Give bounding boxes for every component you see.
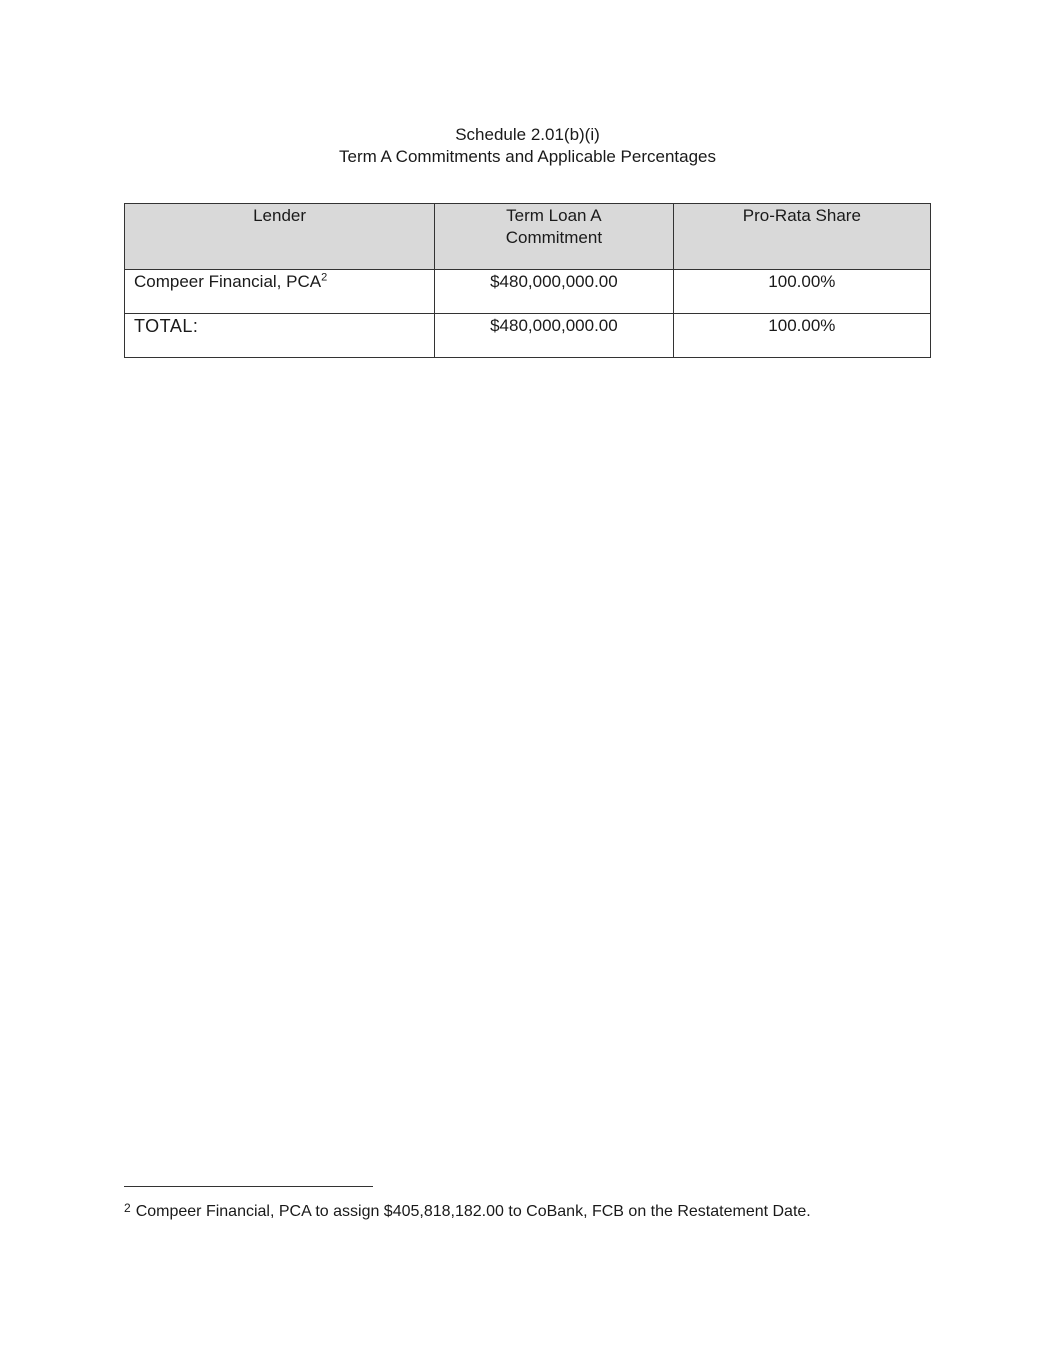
footnote-separator <box>124 1186 373 1187</box>
schedule-number: Schedule 2.01(b)(i) <box>455 125 600 144</box>
schedule-title: Term A Commitments and Applicable Percentages <box>338 147 717 166</box>
total-row <box>125 314 931 358</box>
table-row <box>125 270 931 314</box>
header-commitment <box>435 204 674 270</box>
total-commitment: $480,000,000.00 <box>435 314 674 358</box>
header-commitment-label: Term Loan A Commitment <box>505 206 603 247</box>
footnote <box>124 1201 944 1223</box>
header-share: Pro-Rata Share <box>673 204 930 270</box>
footnote-text: Compeer Financial, PCA to assign $405,818,182.00 to CoBank, FCB on the Restatement Date. <box>135 1203 811 1220</box>
total-share: 100.00% <box>673 314 930 358</box>
share-cell: 100.00% <box>673 270 930 314</box>
total-label: TOTAL: <box>125 314 435 358</box>
commitment-cell: $480,000,000.00 <box>435 270 674 314</box>
table-header-row <box>125 204 931 270</box>
lender-name: Compeer Financial, PCA <box>134 272 322 291</box>
footnote-mark: 2 <box>124 1201 131 1215</box>
commitments-table <box>124 203 931 358</box>
header-lender: Lender <box>125 204 435 270</box>
footnote-reference[interactable]: 2 <box>321 271 328 284</box>
schedule-heading <box>0 124 1055 168</box>
lender-cell <box>125 270 435 314</box>
